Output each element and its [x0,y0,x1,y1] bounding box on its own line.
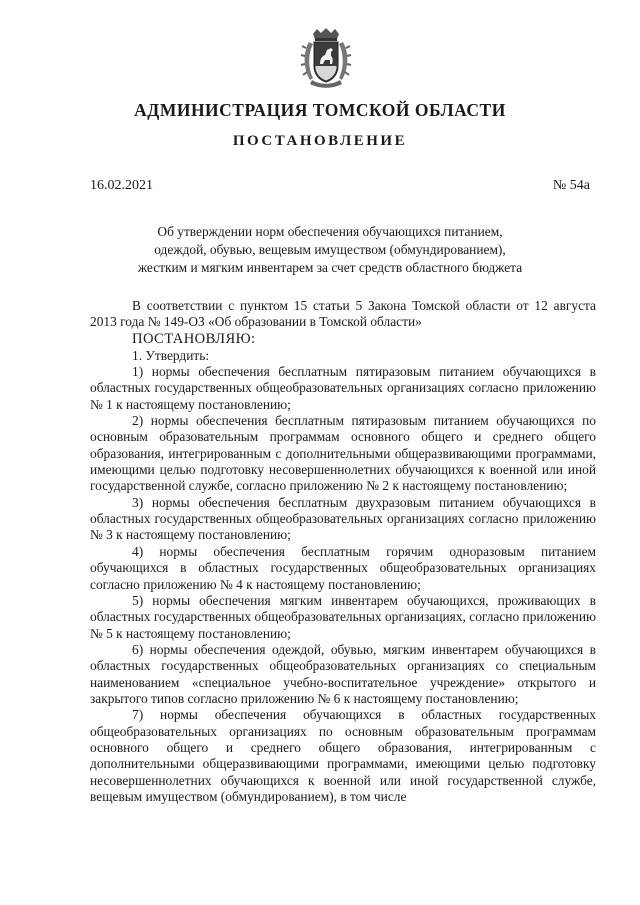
tomsk-region-coat-of-arms-icon [300,28,352,90]
subitem-paragraph: 5) нормы обеспечения мягким инвентарем обучающихся, проживающих в областных государственных общеобразовательных организациях, согласно приложению № 5 к настоящему постановлению; [90,592,596,641]
subject-line: одеждой, обувью, вещевым имуществом (обмундированием), [154,242,506,257]
subitem-paragraph: 7) нормы обеспечения обучающихся в областных государственных общеобразовательных организациях по основным образовательным программам основного общего и среднего общего образования, интегрированным с дополнительными общеразвивающими программами, имеющими целью подготовку несовершеннолетних обучающихся к военной или иной государственной службе, вещевым имуществом (обмундированием), в том числе [90,707,596,804]
document-body [90,298,596,805]
subject-line: жестким и мягким инвентарем за счет средств областного бюджета [137,260,523,275]
decree-word: ПОСТАНОВЛЯЮ: [132,330,256,347]
document-type: ПОСТАНОВЛЕНИЕ [232,133,408,149]
subitem-paragraph: 1) нормы обеспечения бесплатным пятиразовым питанием обучающихся в областных государственных общеобразовательных организациях согласно приложению № 1 к настоящему постановлению; [90,364,596,412]
organization-name: АДМИНИСТРАЦИЯ ТОМСКОЙ ОБЛАСТИ [134,100,506,120]
subitem-paragraph: 6) нормы обеспечения одеждой, обувью, мягким инвентарем обучающихся в областных государственных общеобразовательных организациях со специальным наименованием «специальное учебно-воспитательное учреждение» открытого и закрытого типов согласно приложению № 6 к настоящему постановлению; [90,641,596,706]
subitem-paragraph: 4) нормы обеспечения бесплатным горячим одноразовым питанием обучающихся в областных государственных общеобразовательных организациях согласно приложению № 4 к настоящему постановлению; [90,543,596,592]
document-number: № 54а [552,178,590,193]
subject-line: Об утверждении норм обеспечения обучающихся питанием, [157,224,503,239]
document-subject [100,223,560,277]
subitem-paragraph: 3) нормы обеспечения бесплатным двухразовым питанием обучающихся в областных государственных общеобразовательных организациях согласно приложению № 3 к настоящему постановлению; [90,494,596,543]
document-date: 16.02.2021 [90,178,153,193]
subitem-paragraph: 2) нормы обеспечения бесплатным пятиразовым питанием обучающихся по основным образовательным программам основного общего и среднего общего образования, интегрированным с дополнительными общеразвивающими программами, имеющими целью подготовку несовершеннолетних обучающихся к военной или иной государственной службе, согласно приложению № 2 к настоящему постановлению; [90,413,596,494]
preamble-paragraph: В соответствии с пунктом 15 статьи 5 Закона Томской области от 12 августа 2013 года № 149-ОЗ «Об образовании в Томской области» [90,298,596,330]
item-1-heading: 1. Утвердить: [132,347,210,363]
